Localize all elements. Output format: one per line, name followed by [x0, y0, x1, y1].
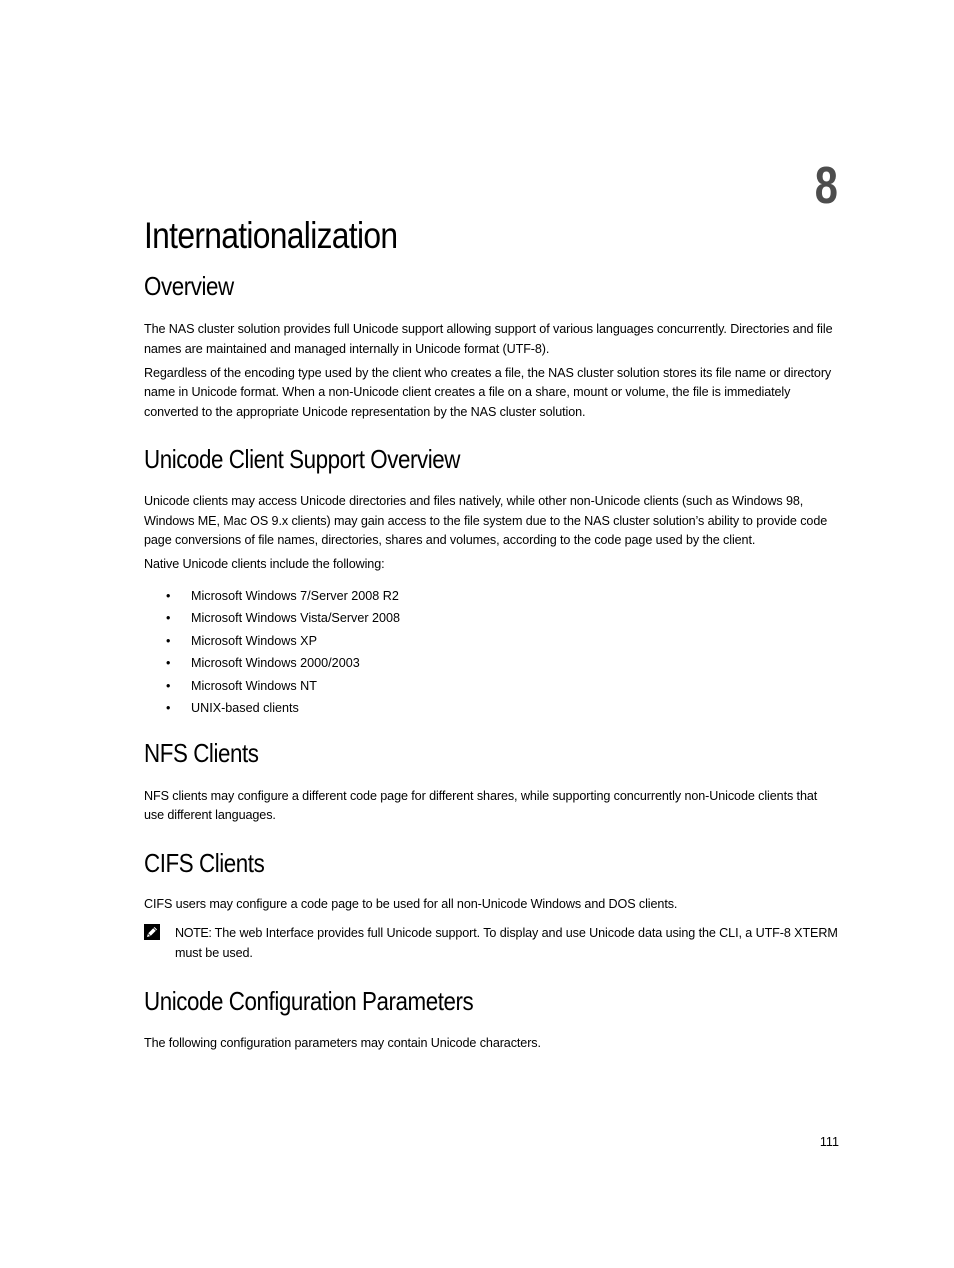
- list-item: • Microsoft Windows 7/Server 2008 R2: [144, 585, 839, 608]
- overview-paragraph-2: Regardless of the encoding type used by the client who creates a file, the NAS cluster solution stores its file name or directory name in Unicode format. When a non-Unicode client creates a file on a share, mount or volume, the file is immediately converted to the appropriate Unicode representation by the NAS cluster solution.: [144, 365, 832, 419]
- list-item: • Microsoft Windows 2000/2003: [144, 652, 839, 675]
- unicode-config-paragraph: The following configuration parameters may contain Unicode characters.: [144, 1036, 541, 1050]
- note-label: NOTE:: [175, 926, 212, 940]
- chapter-title: Internationalization: [144, 215, 398, 256]
- page-content: [144, 212, 839, 1054]
- unicode-client-paragraph-2: Native Unicode clients include the following:: [144, 557, 385, 571]
- list-item: • UNIX-based clients: [144, 697, 839, 720]
- native-unicode-clients-list: [144, 585, 839, 720]
- cifs-clients-heading: CIFS Clients: [144, 847, 265, 878]
- list-item: • Microsoft Windows Vista/Server 2008: [144, 607, 839, 630]
- note-body: The web Interface provides full Unicode support. To display and use Unicode data using the CLI, a UTF-8 XTERM must be used.: [175, 926, 838, 960]
- list-item: • Microsoft Windows XP: [144, 630, 839, 653]
- nfs-clients-paragraph: NFS clients may configure a different code page for different shares, while supporting concurrently non-Unicode clients that use different languages.: [144, 788, 818, 822]
- overview-heading: Overview: [144, 271, 234, 301]
- pencil-note-icon: [144, 924, 160, 940]
- note-block: [144, 924, 839, 963]
- nfs-clients-heading: NFS Clients: [144, 737, 259, 768]
- unicode-config-heading: Unicode Configuration Parameters: [144, 986, 474, 1016]
- page-number: 111: [819, 1135, 839, 1149]
- chapter-number: 8: [814, 157, 838, 215]
- note-text: [175, 924, 839, 963]
- unicode-client-heading: Unicode Client Support Overview: [144, 444, 461, 474]
- unicode-client-paragraph-1: Unicode clients may access Unicode directories and files natively, while other non-Unicode clients (such as Windows 98, Windows ME, Mac OS 9.x clients) may gain access to the file system due to the NAS cluster solution’s ability to provide code page conversions of file names, directories, shares and volumes, according to the code page used by the client.: [144, 494, 828, 547]
- cifs-clients-paragraph: CIFS users may configure a code page to be used for all non-Unicode Windows and DOS clients.: [144, 896, 678, 911]
- overview-paragraph-1: The NAS cluster solution provides full Unicode support allowing support of various languages concurrently. Directories and file names are maintained and managed internally in Unicode format (UTF-8).: [144, 322, 833, 356]
- list-item: • Microsoft Windows NT: [144, 675, 839, 698]
